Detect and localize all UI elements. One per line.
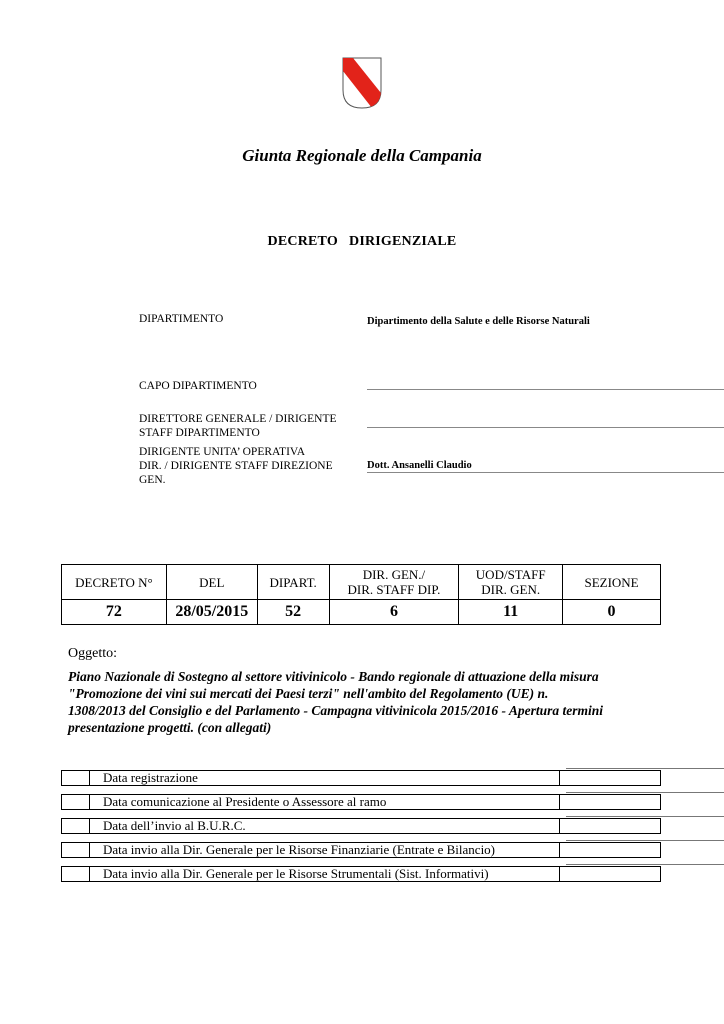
oggetto-label: Oggetto: xyxy=(68,646,117,661)
campania-coat-of-arms-icon xyxy=(342,57,382,109)
registration-label: Data comunicazione al Presidente o Assessore al ramo xyxy=(90,794,560,810)
registration-cell-empty xyxy=(61,866,90,882)
registration-label: Data invio alla Dir. Generale per le Risorse Strumentali (Sist. Informativi) xyxy=(90,866,560,882)
dirigente-line xyxy=(367,472,724,473)
registration-guide-line xyxy=(566,792,724,793)
header-uod-staff: UOD/STAFF DIR. GEN. xyxy=(459,565,563,600)
registration-date-cell xyxy=(560,794,661,810)
registration-row xyxy=(61,866,661,882)
registration-cell-empty xyxy=(61,794,90,810)
dirigente-value: Dott. Ansanelli Claudio xyxy=(367,460,472,471)
registration-guide-line xyxy=(566,840,724,841)
dipartimento-label: DIPARTIMENTO xyxy=(139,313,224,325)
summary-header-row xyxy=(62,565,661,600)
capo-dipartimento-line xyxy=(367,389,724,390)
registration-cell-empty xyxy=(61,818,90,834)
document-type: DECRETO DIRIGENZIALE xyxy=(267,234,457,249)
direttore-line xyxy=(367,427,724,428)
registration-guide-line xyxy=(566,864,724,865)
value-del: 28/05/2015 xyxy=(166,600,257,625)
registration-date-cell xyxy=(560,770,661,786)
capo-dipartimento-label: CAPO DIPARTIMENTO xyxy=(139,380,257,392)
registration-guide-line xyxy=(566,768,724,769)
header-dipart: DIPART. xyxy=(257,565,329,600)
header-decreto: DECRETO N° xyxy=(62,565,167,600)
registration-label: Data invio alla Dir. Generale per le Risorse Finanziarie (Entrate e Bilancio) xyxy=(90,842,560,858)
summary-values-row xyxy=(62,600,661,625)
value-decreto: 72 xyxy=(62,600,167,625)
header-dir-gen: DIR. GEN./ DIR. STAFF DIP. xyxy=(329,565,459,600)
registration-guide-line xyxy=(566,816,724,817)
registration-row xyxy=(61,770,661,786)
value-uod-staff: 11 xyxy=(459,600,563,625)
dirigente-label: DIRIGENTE UNITA’ OPERATIVA DIR. / DIRIGENTE STAFF DIREZIONE GEN. xyxy=(139,446,333,486)
org-title: Giunta Regionale della Campania xyxy=(242,146,482,165)
registration-label: Data registrazione xyxy=(90,770,560,786)
direttore-label: DIRETTORE GENERALE / DIRIGENTE STAFF DIPARTIMENTO xyxy=(139,413,337,439)
value-dipart: 52 xyxy=(257,600,329,625)
oggetto-text: Piano Nazionale di Sostegno al settore vitivinicolo - Bando regionale di attuazione della misura "Promozione dei vini sui mercati dei Paesi terzi" nell'ambito del Regolamento (UE) n. 1308/2013 del Consiglio e del Parlamento - Campagna vitivinicola 2015/2016 - Apertura termini presentazione progetti. (con allegati) xyxy=(68,669,604,735)
dipartimento-value: Dipartimento della Salute e delle Risorse Naturali xyxy=(367,316,590,327)
registration-label: Data dell’invio al B.U.R.C. xyxy=(90,818,560,834)
registration-date-cell xyxy=(560,842,661,858)
registration-row xyxy=(61,794,661,810)
registration-row xyxy=(61,818,661,834)
registration-row xyxy=(61,842,661,858)
header-del: DEL xyxy=(166,565,257,600)
value-dir-gen: 6 xyxy=(329,600,459,625)
registration-cell-empty xyxy=(61,770,90,786)
registration-date-cell xyxy=(560,866,661,882)
header-sezione: SEZIONE xyxy=(563,565,661,600)
decree-summary-table xyxy=(61,564,661,625)
value-sezione: 0 xyxy=(563,600,661,625)
registration-cell-empty xyxy=(61,842,90,858)
registration-date-cell xyxy=(560,818,661,834)
